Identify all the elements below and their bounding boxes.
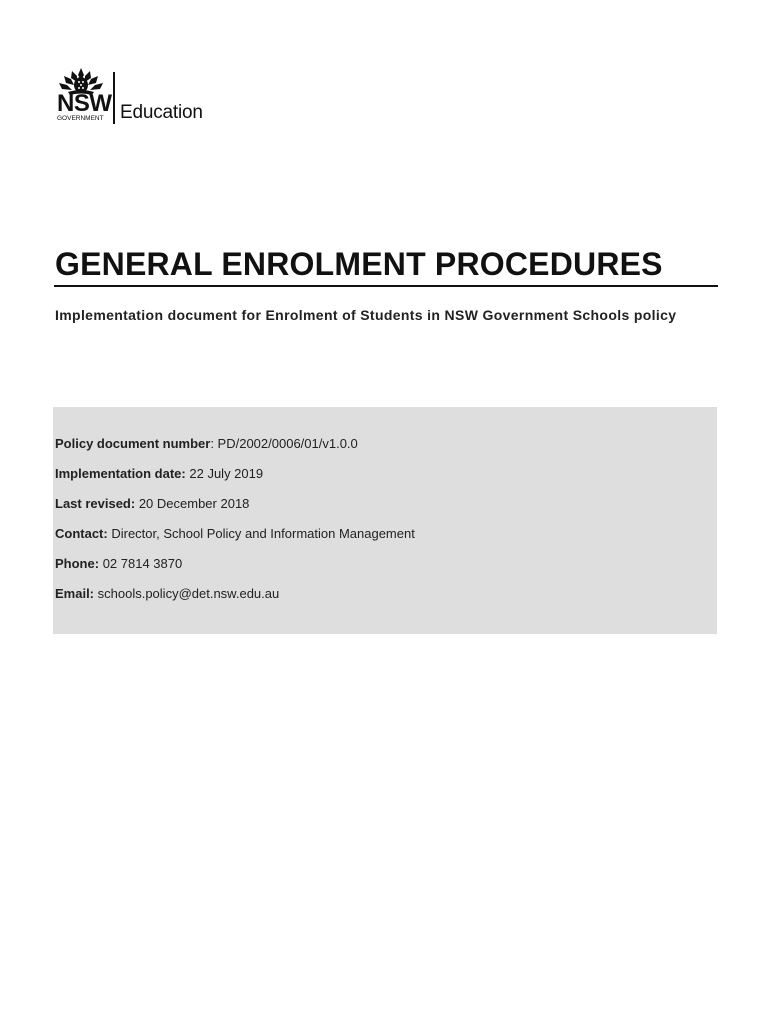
logo-education-text: Education	[120, 102, 203, 123]
policy-number-separator: :	[210, 436, 218, 451]
implementation-date-value: 22 July 2019	[189, 466, 264, 481]
logo-government-text: GOVERNMENT	[57, 115, 104, 122]
last-revised-row	[55, 496, 249, 512]
policy-number-value: PD/2002/0006/01/v1.0.0	[217, 436, 358, 451]
last-revised-value: 20 December 2018	[138, 496, 250, 511]
contact-row	[55, 526, 415, 542]
logo-divider	[113, 72, 115, 124]
phone-row	[55, 556, 182, 572]
contact-value: Director, School Policy and Information Management	[111, 526, 415, 541]
email-value: schools.policy@det.nsw.edu.au	[97, 586, 280, 601]
email-label: Email:	[55, 586, 95, 601]
policy-number-row	[55, 436, 358, 452]
document-subtitle: Implementation document for Enrolment of Students in NSW Government Schools policy	[55, 307, 677, 323]
implementation-date-row	[55, 466, 263, 482]
phone-label: Phone:	[55, 556, 100, 571]
contact-label: Contact:	[55, 526, 108, 541]
document-title: GENERAL ENROLMENT PROCEDURES	[55, 246, 663, 282]
implementation-date-label: Implementation date:	[55, 466, 186, 481]
logo-nsw-text: NSW	[57, 90, 112, 117]
policy-details-box	[53, 407, 717, 634]
last-revised-label: Last revised:	[55, 496, 136, 511]
title-divider	[54, 285, 718, 287]
policy-number-label: Policy document number	[55, 436, 211, 451]
phone-value: 02 7814 3870	[102, 556, 183, 571]
nsw-education-logo	[54, 66, 224, 128]
email-row	[55, 586, 279, 602]
